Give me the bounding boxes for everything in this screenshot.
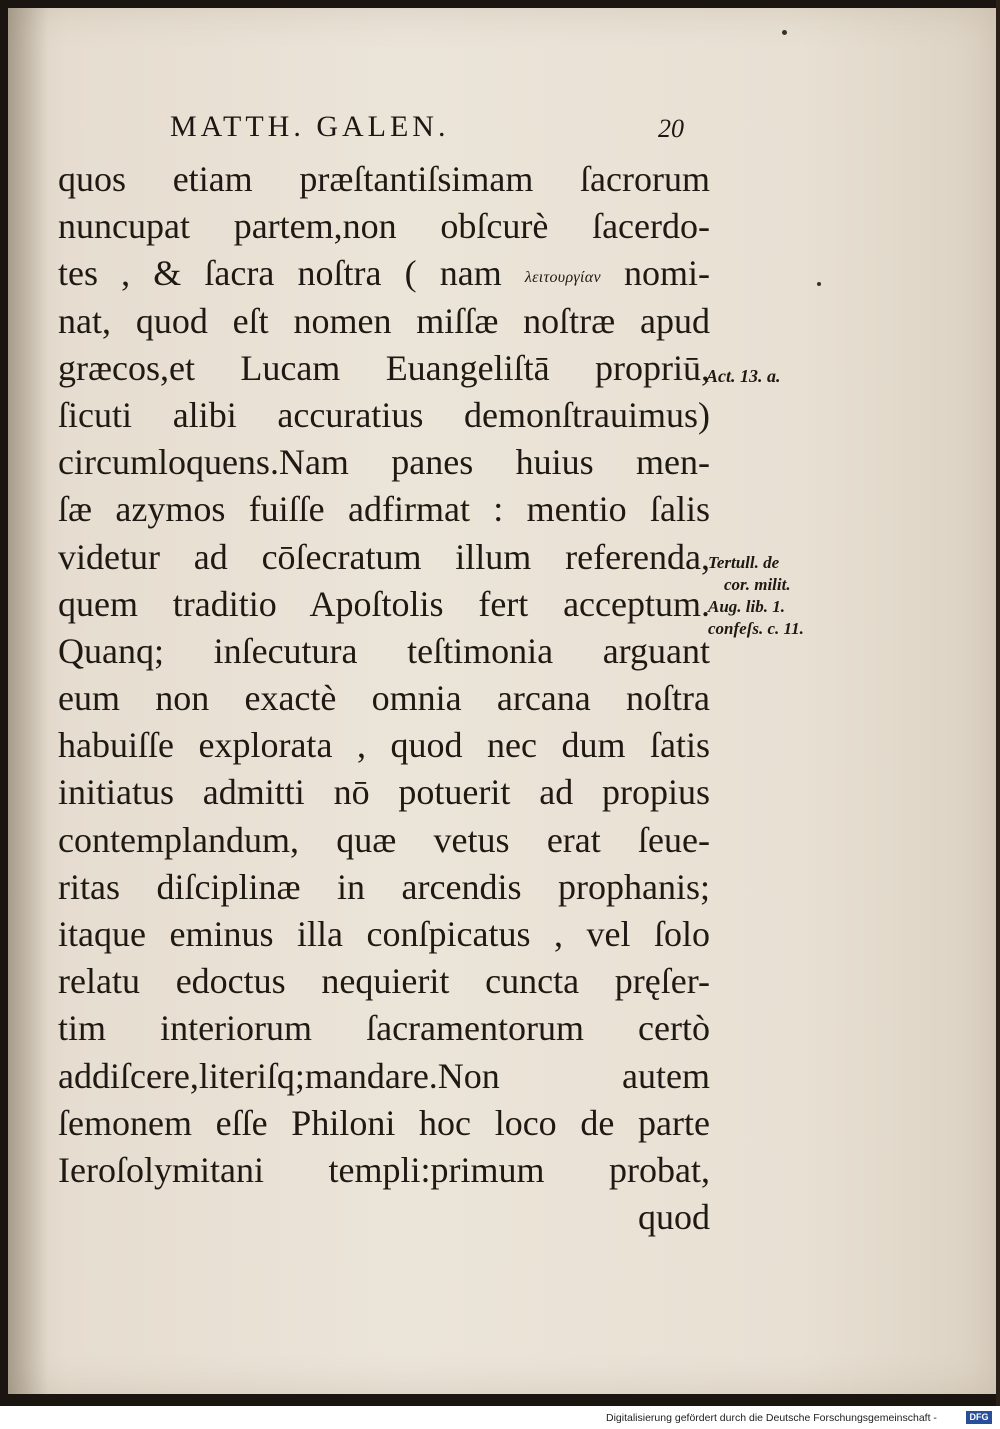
- catchword: quod: [638, 1197, 710, 1238]
- text-line: græcos,et Lucam Euangeliſtā propriū,: [58, 347, 710, 388]
- text-line: ſicuti alibi accuratius demonſtrauimus): [58, 394, 710, 435]
- dfg-logo: DFG: [966, 1411, 992, 1424]
- text-line: tim interiorum ſacramentorum certò: [58, 1008, 710, 1049]
- text-line: relatu edoctus nequierit cuncta pręſer-: [58, 961, 710, 1002]
- marginal-note-line: cor. milit.: [724, 575, 791, 594]
- text-line: initiatus admitti nō potuerit ad propius: [58, 772, 710, 813]
- ink-speck: [817, 282, 821, 286]
- text-line: ſæ azymos fuiſſe adfirmat : mentio ſalis: [58, 489, 710, 530]
- body-text: [58, 156, 710, 1241]
- text-line: videtur ad cōſecratum illum referenda,: [58, 536, 710, 577]
- text-line: Ieroſolymitani templi:primum probat,: [58, 1149, 710, 1190]
- text-line: nuncupat partem,non obſcurè ſacerdo-: [58, 206, 710, 247]
- text-line-start: tes , & ſacra noſtra ( nam: [58, 253, 502, 294]
- digitization-credit: Digitalisierung gefördert durch die Deutsche Forschungsgemeinschaft -: [606, 1412, 937, 1424]
- ink-speck: [782, 30, 787, 35]
- page-edge: [996, 0, 1000, 1406]
- text-line: nat, quod eſt nomen miſſæ noſtræ apud: [58, 300, 710, 341]
- text-line: habuiſſe explorata , quod nec dum ſatis: [58, 725, 710, 766]
- text-line: itaque eminus illa conſpicatus , vel ſolo: [58, 914, 710, 954]
- text-line: Quanq; inſecutura teſtimonia arguant: [58, 630, 710, 671]
- text-line: quem traditio Apoſtolis fert acceptum.: [58, 583, 710, 624]
- greek-word: λειτουργίαν: [524, 269, 601, 287]
- marginal-note-references: [708, 552, 804, 640]
- running-head: MATTH. GALEN.: [170, 110, 450, 143]
- text-line-end: nomi-: [624, 253, 711, 294]
- marginal-note-line: Aug. lib. 1.: [708, 597, 785, 616]
- gutter-shadow: [8, 8, 48, 1394]
- text-line: eum non exactè omnia arcana noſtra: [58, 678, 710, 719]
- marginal-note-line: Tertull. de: [708, 553, 780, 572]
- text-line: contemplandum, quæ vetus erat ſeue-: [58, 819, 710, 860]
- text-line: circumloquens.Nam panes huius men-: [58, 442, 710, 483]
- text-line: addiſcere,literiſq;mandare.Non autem: [58, 1055, 710, 1096]
- page-number: 20: [658, 114, 684, 143]
- text-line: ritas diſciplinæ in arcendis prophanis;: [58, 866, 710, 907]
- marginal-note-line: confeſs. c. 11.: [708, 619, 804, 638]
- marginal-note-acts: Act. 13. a.: [706, 366, 781, 386]
- text-line: quos etiam præſtantiſsimam ſacrorum: [58, 159, 710, 199]
- text-line-with-greek: [58, 250, 710, 297]
- text-line: ſemonem eſſe Philoni hoc loco de parte: [58, 1102, 710, 1143]
